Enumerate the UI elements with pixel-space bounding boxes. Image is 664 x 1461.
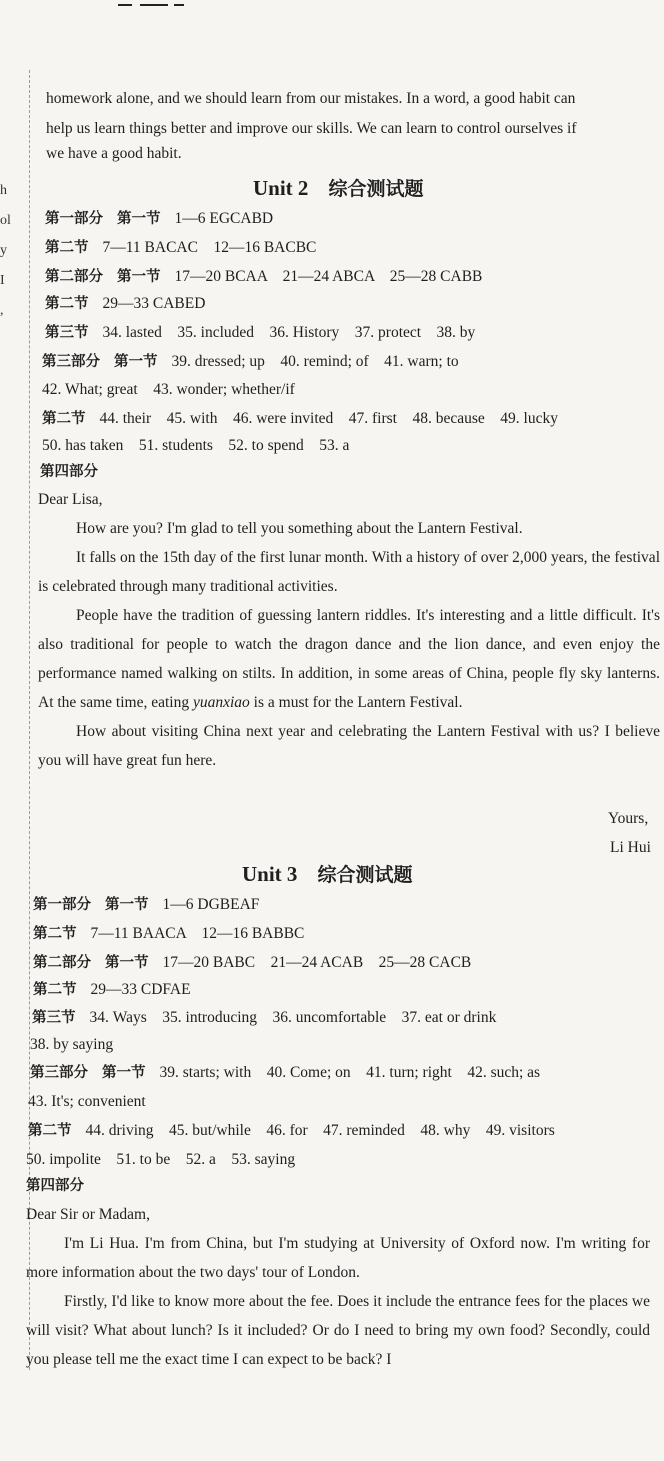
unit2-title-en: Unit 2 — [253, 176, 309, 200]
subsection-label: 第一节 — [114, 354, 158, 370]
letter-paragraph: I'm Li Hua. I'm from China, but I'm studying at University of Oxford now. I'm writing for more information about the two days' tour of London. — [26, 1235, 650, 1281]
answers: 1—6 EGCABD — [174, 210, 274, 227]
subsection-label: 第二节 — [33, 982, 77, 998]
unit2-row — [45, 294, 205, 314]
letter-signature: Li Hui — [610, 839, 651, 856]
answers: 7—11 BAACA 12—16 BABBC — [90, 925, 305, 942]
answers: 29—33 CABED — [102, 295, 206, 312]
subsection-label: 第一节 — [105, 897, 149, 913]
unit2-row — [42, 380, 295, 400]
section-label: 第三部分 — [42, 354, 100, 370]
answers: 39. starts; with 40. Come; on 41. turn; right 42. such; as — [159, 1064, 541, 1081]
answers: 34. lasted 35. included 36. History 37. protect 38. by — [102, 324, 476, 341]
subsection-label: 第二节 — [33, 926, 77, 942]
answers: 50. impolite 51. to be 52. a 53. saying — [26, 1151, 296, 1168]
unit2-row — [45, 209, 273, 229]
unit2-title-cn: 综合测试题 — [328, 178, 424, 200]
margin-letter: ol — [0, 213, 11, 228]
unit2-row — [45, 238, 316, 258]
margin-text-fragments — [0, 176, 14, 326]
subsection-label: 第一节 — [105, 955, 149, 971]
unit3-row — [33, 953, 471, 973]
letter-paragraph: How about visiting China next year and celebrating the Lantern Festival with us? I believe you will have great fun here. — [38, 723, 660, 769]
unit3-row — [33, 895, 259, 915]
answers: 29—33 CDFAE — [90, 981, 191, 998]
letter-greeting: Dear Sir or Madam, — [26, 1206, 150, 1223]
unit3-row — [33, 980, 191, 1000]
letter-closing: Yours, — [608, 810, 649, 827]
margin-letter: y — [0, 243, 7, 258]
margin-letter: I — [0, 273, 5, 288]
answers: 42. What; great 43. wonder; whether/if — [42, 381, 295, 398]
unit3-title-en: Unit 3 — [242, 862, 298, 886]
section-label: 第四部分 — [40, 464, 98, 480]
letter-paragraph: People have the tradition of guessing lantern riddles. It's interesting and a little difficult. It's also traditional for people to watch the dragon dance and the lion dance, and even enjoy the performance named walking on stilts. In addition, in some areas of China, people fly sky lanterns. At the same time, eating yuanxiao is a must for the Lantern Festival. — [38, 607, 660, 711]
answers: 34. Ways 35. introducing 36. uncomfortable 37. eat or drink — [89, 1009, 497, 1026]
letter-paragraph: Firstly, I'd like to know more about the fee. Does it include the entrance fees for the places we will visit? What about lunch? Is it included? Or do I need to bring my own food? Secondly, could you please tell me the exact time I can expect to be back? I — [26, 1293, 650, 1368]
fragment-line: we have a good habit. — [46, 145, 182, 162]
unit2-row — [40, 462, 98, 482]
subsection-label: 第一节 — [102, 1065, 146, 1081]
unit3-row — [33, 924, 304, 944]
fragment-line: homework alone, and we should learn from our mistakes. In a word, a good habit can — [46, 90, 576, 107]
letter-greeting: Dear Lisa, — [38, 491, 103, 508]
margin-letter: , — [0, 303, 4, 318]
unit3-row — [28, 1092, 146, 1112]
unit2-row — [45, 323, 475, 343]
section-label: 第二部分 — [45, 269, 103, 285]
subsection-label: 第二节 — [45, 240, 89, 256]
answers: 44. driving 45. but/while 46. for 47. reminded 48. why 49. visitors — [85, 1122, 555, 1139]
unit2-row — [42, 352, 459, 372]
subsection-label: 第一节 — [117, 211, 161, 227]
section-label: 第二部分 — [33, 955, 91, 971]
unit2-title — [253, 174, 423, 203]
subsection-label: 第一节 — [117, 269, 161, 285]
answers: 43. It's; convenient — [28, 1093, 146, 1110]
section-label: 第三部分 — [30, 1065, 88, 1081]
answers: 1—6 DGBEAF — [162, 896, 260, 913]
unit3-row — [30, 1063, 540, 1083]
binding-margin-line — [29, 70, 30, 1370]
subsection-label: 第二节 — [45, 296, 89, 312]
unit3-letter — [26, 1200, 650, 1374]
subsection-label: 第三节 — [32, 1010, 76, 1026]
subsection-label: 第二节 — [28, 1123, 72, 1139]
section-label: 第一部分 — [33, 897, 91, 913]
unit3-row — [26, 1176, 84, 1196]
section-label: 第一部分 — [45, 211, 103, 227]
answers: 38. by saying — [30, 1036, 114, 1053]
answers: 44. their 45. with 46. were invited 47. first 48. because 49. lucky — [99, 410, 558, 427]
answers: 17—20 BCAA 21—24 ABCA 25—28 CABB — [174, 268, 483, 285]
subsection-label: 第三节 — [45, 325, 89, 341]
unit2-row — [45, 267, 482, 287]
margin-letter: h — [0, 183, 7, 198]
unit3-title — [242, 860, 412, 889]
section-label: 第四部分 — [26, 1178, 84, 1194]
letter-paragraph: How are you? I'm glad to tell you something about the Lantern Festival. — [76, 520, 523, 537]
answers: 7—11 BACAC 12—16 BACBC — [102, 239, 317, 256]
unit3-row — [28, 1121, 555, 1141]
letter-paragraph: It falls on the 15th day of the first lunar month. With a history of over 2,000 years, the festival is celebrated through many traditional activities. — [38, 549, 660, 595]
fragment-line: help us learn things better and improve our skills. We can learn to control ourselves if — [46, 120, 577, 137]
italic-term: yuanxiao — [192, 694, 250, 711]
unit2-row — [42, 436, 349, 456]
answers: 17—20 BABC 21—24 ACAB 25—28 CACB — [162, 954, 472, 971]
unit3-row — [30, 1035, 113, 1055]
top-edge-mark — [118, 4, 188, 10]
unit3-row — [32, 1008, 496, 1028]
unit3-row — [26, 1150, 295, 1170]
unit2-letter — [38, 485, 660, 775]
answers: 50. has taken 51. students 52. to spend 53. a — [42, 437, 350, 454]
unit2-row — [42, 409, 558, 429]
answers: 39. dressed; up 40. remind; of 41. warn; to — [171, 353, 459, 370]
subsection-label: 第二节 — [42, 411, 86, 427]
unit3-title-cn: 综合测试题 — [317, 864, 413, 886]
